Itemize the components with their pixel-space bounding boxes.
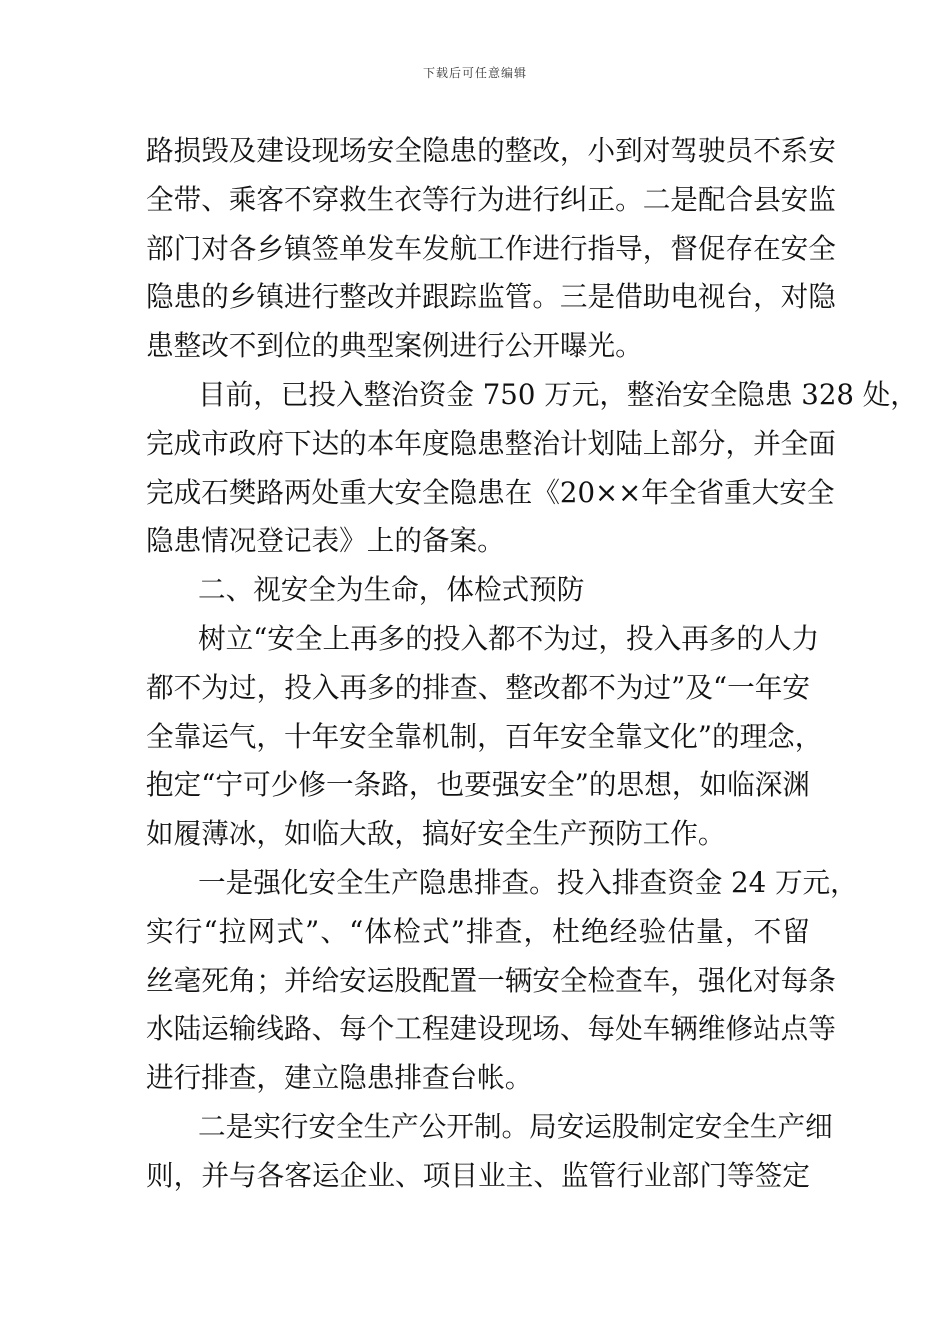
text-line: 全靠运气，十年安全靠机制，百年安全靠文化”的理念， (146, 719, 823, 753)
text-line: 二是实行安全生产公开制。局安运股制定安全生产细 (198, 1109, 833, 1143)
page-header: 下载后可任意编辑 (422, 66, 527, 80)
text-line: 实行“拉网式”、“体检式”排查，杜绝经验估量，不留 (146, 914, 810, 948)
text-line: 则，并与各客运企业、项目业主、监管行业部门等签定 (146, 1158, 810, 1192)
text-line: 水陆运输线路、每个工程建设现场、每处车辆维修站点等 (146, 1012, 836, 1046)
text-line: 全带、乘客不穿救生衣等行为进行纠正。二是配合县安监 (146, 182, 836, 216)
text-line: 路损毁及建设现场安全隐患的整改，小到对驾驶员不系安 (146, 134, 836, 167)
text-line: 完成市政府下达的本年度隐患整治计划陆上部分，并全面 (146, 426, 836, 460)
text-line: 如履薄冰，如临大敌，搞好安全生产预防工作。 (146, 817, 726, 851)
text-line: 抱定“宁可少修一条路，也要强安全”的思想，如临深渊 (146, 768, 810, 802)
text-line: 树立“安全上再多的投入都不为过，投入再多的人力 (198, 621, 820, 655)
text-line: 二、视安全为生命，体检式预防 (198, 573, 585, 607)
text-line: 完成石樊路两处重大安全隐患在《20××年全省重大安全 (146, 475, 835, 509)
document-body (146, 127, 918, 1201)
text-line: 进行排查，建立隐患排查台帐。 (146, 1061, 533, 1095)
text-line: 都不为过，投入再多的排查、整改都不为过”及“一年安 (146, 670, 810, 704)
text-line: 一是强化安全生产隐患排查。投入排查资金 24 万元， (198, 865, 858, 899)
text-line: 目前，已投入整治资金 750 万元，整治安全隐患 328 处， (198, 377, 918, 411)
text-line: 部门对各乡镇签单发车发航工作进行指导，督促存在安全 (146, 231, 836, 265)
text-line: 患整改不到位的典型案例进行公开曝光。 (146, 329, 643, 363)
text-line: 隐患情况登记表》上的备案。 (146, 524, 505, 558)
text-line: 丝毫死角；并给安运股配置一辆安全检查车，强化对每条 (146, 963, 836, 997)
text-line: 隐患的乡镇进行整改并跟踪监管。三是借助电视台，对隐 (146, 280, 836, 314)
